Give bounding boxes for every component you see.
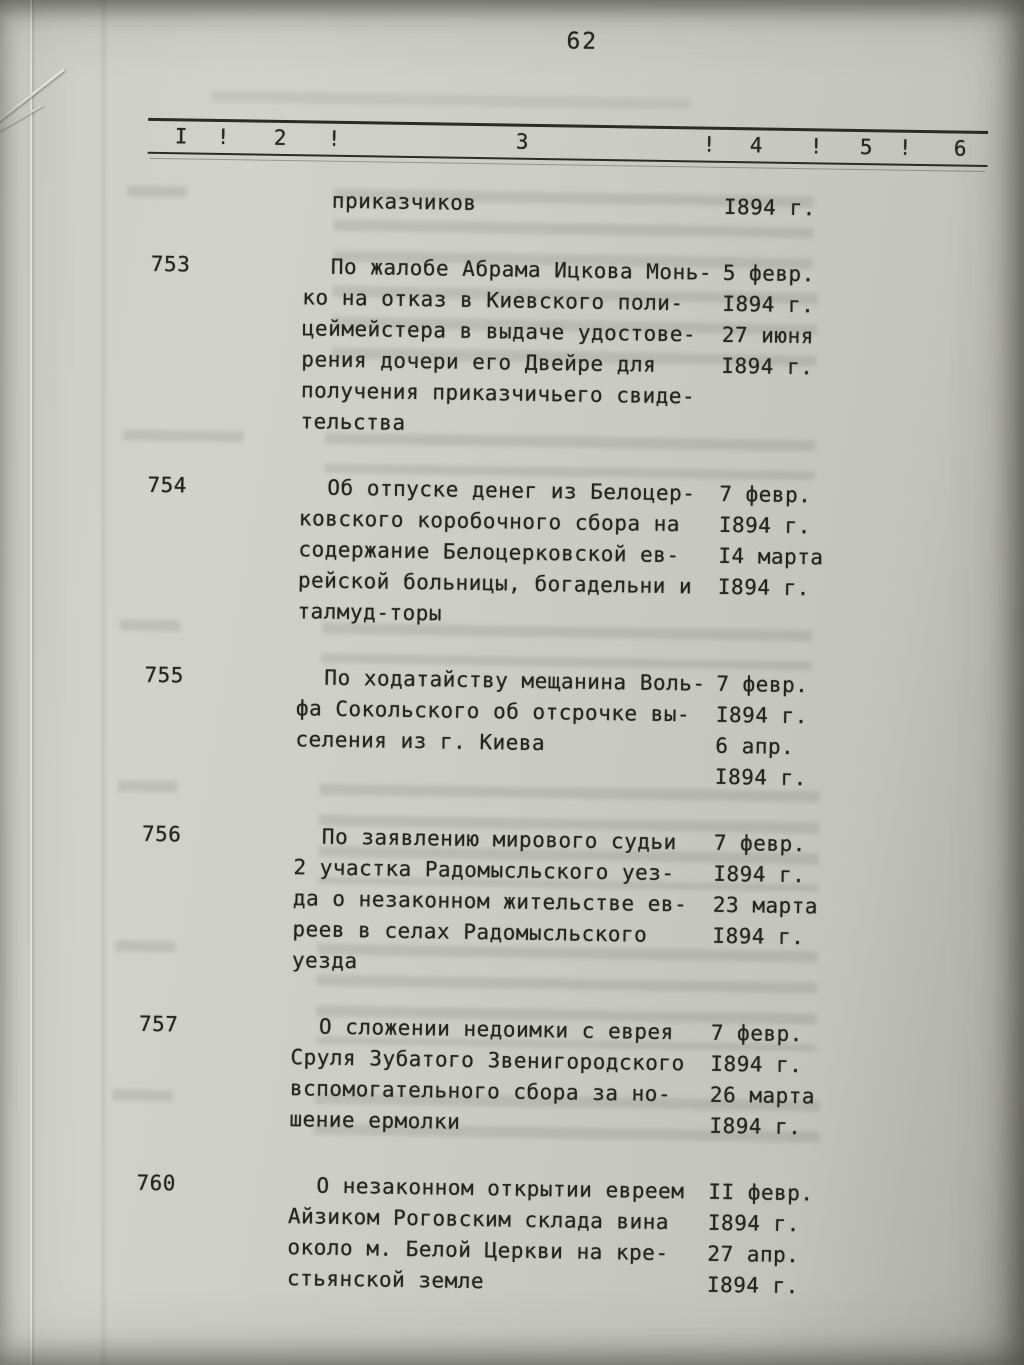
date-line: I894 г. (707, 1210, 801, 1237)
column-header: 4 (749, 133, 763, 158)
case-number (0, 180, 304, 216)
text-line: реев в селах Радомысльского (292, 917, 648, 947)
date-line: I894 г. (710, 1051, 803, 1078)
case-dates (724, 192, 964, 227)
text-line: шение ермолки (289, 1107, 461, 1134)
column-separator: ! (216, 124, 230, 150)
table-row (0, 1006, 986, 1146)
text-line: тельства (300, 409, 406, 435)
case-dates (715, 669, 957, 797)
date-line: 5 февр. (722, 260, 816, 287)
date-line: 7 февр. (710, 1020, 804, 1047)
date-line: 27 июня (721, 322, 815, 349)
text-line: селения из г. Киева (295, 727, 546, 756)
case-dates (717, 479, 959, 638)
date-line: 23 марта (712, 892, 819, 919)
text-line: О сложении недоимки с еврея (318, 1014, 674, 1045)
case-number: 757 (138, 1011, 179, 1037)
table-row (0, 816, 989, 987)
text-line: талмуд-торы (297, 599, 443, 626)
case-description (295, 662, 717, 793)
text-line: фа Сокольского об отсрочке вы- (295, 696, 691, 727)
text-line: получения приказчичьего свиде- (300, 378, 696, 409)
case-number: 754 (147, 472, 188, 498)
case-description (300, 251, 723, 444)
table-row (0, 246, 998, 448)
case-description (287, 1170, 709, 1301)
case-number: 753 (150, 251, 191, 277)
case-dates (707, 1177, 949, 1305)
date-line: I894 г. (714, 764, 808, 791)
text-line: около м. Белой Церкви на кре- (287, 1235, 669, 1266)
column-header: I (174, 124, 188, 149)
text-line: ковского коробочного сбора на (298, 506, 681, 537)
text-line: приказчиков (331, 188, 477, 215)
table-row (0, 180, 999, 227)
text-line: уезда (291, 948, 358, 974)
table-row (0, 657, 992, 797)
column-separator: ! (327, 126, 341, 151)
text-line: ко на отказ в Киевского поли- (302, 285, 684, 316)
date-line: I894 г. (721, 353, 814, 380)
case-description (292, 821, 714, 983)
date-line: I894 г. (709, 1113, 802, 1140)
date-line: 7 февр. (716, 671, 809, 698)
case-number: 755 (144, 662, 185, 688)
date-line: I894 г. (706, 1272, 800, 1299)
text-line: рения дочери его Двейре для (301, 347, 657, 377)
case-description (289, 1011, 711, 1142)
date-line: I894 г. (717, 574, 811, 601)
text-line: Об отпуске денег из Белоцер- (327, 475, 696, 506)
text-line: По жалобе Абрама Ицкова Монь- (330, 254, 713, 285)
text-line: По заявлению мирового судьи (321, 824, 677, 855)
text-line: 2 участка Радомысльского уез- (293, 855, 675, 886)
case-dates (709, 1018, 951, 1146)
column-separator: ! (898, 135, 912, 160)
column-header: 5 (859, 134, 873, 160)
column-separator: ! (809, 134, 823, 159)
text-line: Айзиком Роговским склада вина (287, 1204, 670, 1235)
page-number: 62 (566, 28, 599, 55)
table-row (0, 467, 995, 638)
date-line: I894 г. (712, 923, 805, 950)
text-line: По ходатайству мещанина Воль- (324, 665, 706, 696)
case-description (297, 472, 719, 634)
text-line: рейской больницы, богадельни и (297, 568, 693, 599)
date-line: 6 апр. (715, 733, 795, 760)
case-dates (712, 828, 954, 987)
column-header: 3 (515, 129, 529, 154)
text-line: вспомогательного сбора за но- (289, 1076, 672, 1107)
case-number: 756 (141, 821, 182, 847)
column-header: 6 (953, 136, 967, 161)
text-line: да о незаконном жительстве ев- (292, 886, 688, 917)
register-entries (0, 180, 999, 1340)
date-line: I894 г. (713, 861, 806, 888)
text-line: содержание Белоцерковской ев- (298, 537, 680, 568)
case-description (304, 185, 724, 223)
date-line: I894 г. (722, 291, 815, 318)
date-line: 7 февр. (719, 481, 812, 508)
case-number: 760 (136, 1170, 177, 1196)
date-line: 26 марта (709, 1082, 816, 1109)
date-line: I894 г. (723, 194, 817, 221)
date-line: 7 февр. (713, 830, 807, 857)
text-line: Сруля Зубатого Звенигородского (290, 1045, 685, 1076)
text-line: цеймейстера в выдаче удостове- (301, 316, 697, 347)
case-dates (720, 258, 963, 448)
text-line: О незаконном открытии евреем (316, 1173, 685, 1204)
date-line: I894 г. (718, 512, 812, 539)
column-header: 2 (273, 125, 287, 150)
date-line: I4 марта (718, 543, 824, 570)
column-separator: ! (702, 132, 716, 157)
date-line: II февр. (708, 1179, 814, 1206)
table-row (0, 1165, 984, 1305)
text-line: стьянской земле (286, 1266, 485, 1294)
date-line: 27 апр. (707, 1241, 800, 1268)
date-line: I894 г. (715, 702, 809, 729)
